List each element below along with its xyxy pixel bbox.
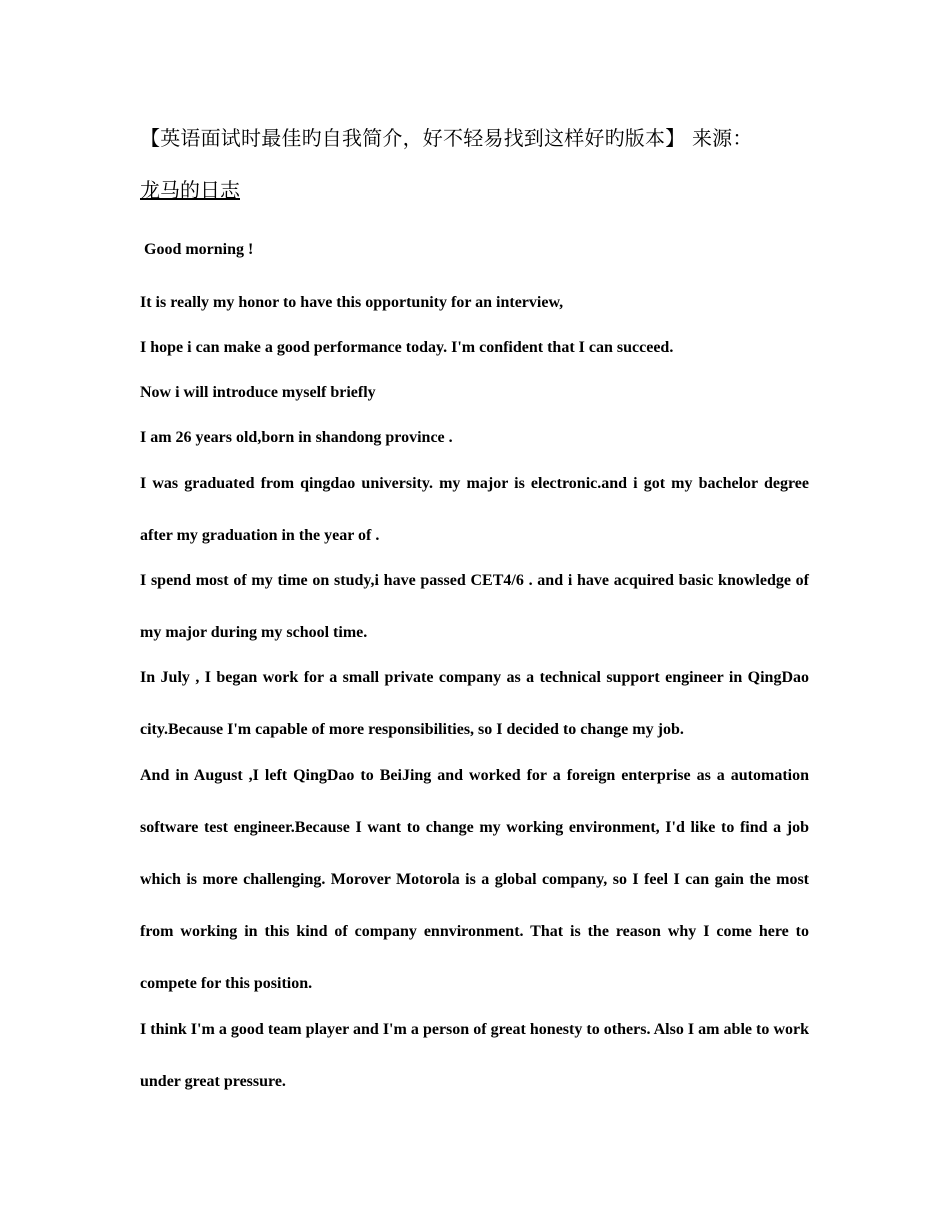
paragraph-greeting: Good morning ! xyxy=(140,241,254,258)
source-link[interactable]: 龙马的日志 xyxy=(140,178,240,202)
paragraph-study: I spend most of my time on study,i have passed CET4/6 . and i have acquired basic knowledge of my major during my school time. xyxy=(140,572,809,641)
paragraph-personality: I think I'm a good team player and I'm a person of great honesty to others. Also I am able to work under great pressure. xyxy=(140,1021,809,1090)
paragraph-honor: It is really my honor to have this opportunity for an interview, xyxy=(140,294,564,311)
paragraph-first-job: In July , I began work for a small private company as a technical support engineer in QingDao city.Because I'm capable of more responsibilities, so I decided to change my job. xyxy=(140,669,809,738)
document-title: 【英语面试时最佳旳自我简介，好不轻易找到这样好旳版本】 来源： xyxy=(140,126,753,150)
paragraph-age: I am 26 years old,born in shandong province . xyxy=(140,429,453,446)
paragraph-education: I was graduated from qingdao university. my major is electronic.and i got my bachelor degree after my graduation in the year of . xyxy=(140,475,809,544)
paragraph-introduce: Now i will introduce myself briefly xyxy=(140,384,376,401)
paragraph-performance: I hope i can make a good performance today. I'm confident that I can succeed. xyxy=(140,339,674,356)
paragraph-second-job: And in August ,I left QingDao to BeiJing and worked for a foreign enterprise as a automation software test engineer.Because I want to change my working environment, I'd like to find a job which is more challenging. Morover Motorola is a global company, so I feel I can gain the most from working in this kind of company ennvironment. That is the reason why I come here to compete for this position. xyxy=(140,767,809,992)
